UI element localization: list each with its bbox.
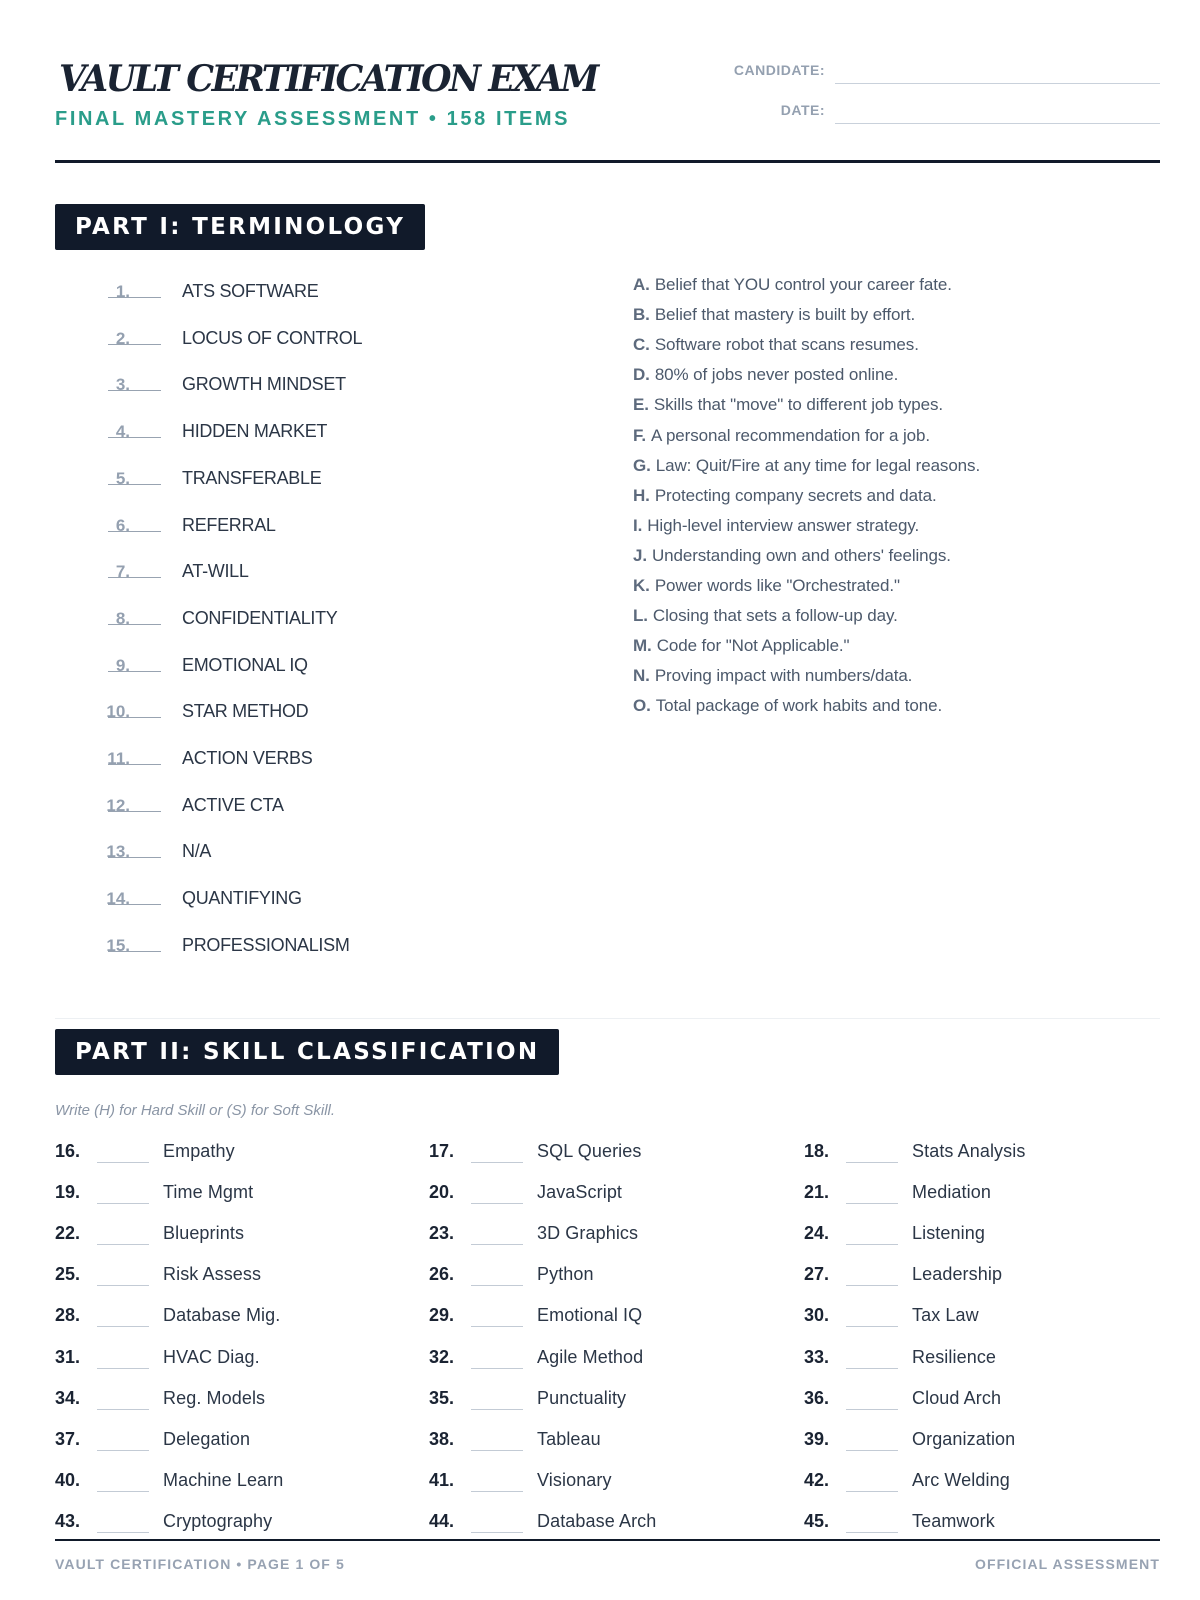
answer-blank[interactable] [108, 671, 161, 672]
term-label: GROWTH MINDSET [182, 374, 346, 395]
skill-answer-blank[interactable] [97, 1285, 149, 1286]
exam-title: VAULT CERTIFICATION EXAM [59, 58, 597, 100]
term-label: EMOTIONAL IQ [182, 654, 308, 675]
definition-text: Code for "Not Applicable." [656, 636, 850, 656]
term-label: ATS SOFTWARE [182, 281, 319, 301]
part2-banner: PART II: SKILL CLASSIFICATION [55, 1029, 559, 1075]
candidate-label: CANDIDATE: [733, 62, 825, 78]
skill-number: 26. [429, 1264, 455, 1285]
definition-item [633, 606, 898, 632]
term-row [55, 605, 575, 635]
term-number: 6. [115, 515, 130, 535]
skill-number: 25. [55, 1264, 81, 1285]
skill-item [55, 1219, 415, 1249]
term-number: 12. [106, 795, 130, 815]
term-row [55, 652, 575, 682]
definition-letter: F. [633, 425, 647, 445]
term-number: 15. [106, 935, 130, 955]
skill-answer-blank[interactable] [471, 1162, 523, 1163]
skill-label: Cloud Arch [912, 1387, 1002, 1408]
skill-item [429, 1178, 789, 1208]
term-label: CONFIDENTIALITY [182, 607, 338, 628]
skill-answer-blank[interactable] [846, 1244, 898, 1245]
skill-label: Machine Learn [163, 1469, 284, 1490]
answer-blank[interactable] [108, 951, 161, 952]
answer-blank[interactable] [108, 484, 161, 485]
skill-item [429, 1260, 789, 1290]
skill-item [55, 1466, 415, 1496]
skill-item [804, 1507, 1164, 1537]
term-label: ACTION VERBS [182, 748, 313, 768]
skill-item [804, 1260, 1164, 1290]
skill-number: 30. [804, 1305, 830, 1326]
answer-blank[interactable] [108, 297, 161, 298]
skill-item [55, 1260, 415, 1290]
skill-number: 42. [804, 1469, 830, 1490]
term-number: 2. [115, 328, 130, 348]
skill-item [429, 1219, 789, 1249]
definition-text: Skills that "move" to different job types. [653, 395, 944, 415]
skill-label: Blueprints [163, 1223, 245, 1244]
skill-label: Listening [912, 1223, 985, 1244]
term-row [55, 932, 575, 962]
skill-item [804, 1425, 1164, 1455]
skill-item [55, 1343, 415, 1373]
skill-item [804, 1137, 1164, 1167]
answer-blank[interactable] [108, 437, 161, 438]
section-divider [55, 1018, 1160, 1019]
term-row [55, 885, 575, 915]
term-label: N/A [182, 841, 212, 862]
term-row [55, 418, 575, 448]
term-row [55, 698, 575, 728]
skill-label: Tax Law [912, 1305, 979, 1326]
skill-label: Resilience [912, 1346, 997, 1367]
definition-letter: H. [633, 485, 650, 505]
term-label: STAR METHOD [182, 701, 309, 722]
skill-answer-blank[interactable] [97, 1450, 149, 1451]
header-divider [55, 160, 1160, 163]
date-label: DATE: [780, 102, 825, 118]
skill-number: 27. [804, 1264, 830, 1285]
definition-letter: E. [633, 395, 649, 415]
definition-item [633, 666, 912, 692]
definition-item [633, 546, 951, 572]
term-number: 3. [115, 375, 130, 395]
definition-letter: J. [633, 545, 647, 565]
definition-letter: N. [633, 666, 650, 686]
skill-label: JavaScript [537, 1182, 623, 1203]
skill-number: 31. [55, 1346, 81, 1367]
term-number: 4. [115, 422, 130, 442]
skill-item [429, 1466, 789, 1496]
skill-label: Organization [912, 1428, 1016, 1449]
skill-number: 44. [429, 1510, 455, 1531]
term-number: 7. [115, 562, 130, 582]
definition-item [633, 365, 898, 391]
skill-answer-blank[interactable] [471, 1203, 523, 1204]
skill-answer-blank[interactable] [471, 1244, 523, 1245]
term-label: QUANTIFYING [182, 888, 302, 909]
definition-text: Closing that sets a follow-up day. [652, 606, 898, 626]
exam-page [55, 0, 1160, 1600]
definition-text: Understanding own and others' feelings. [651, 545, 951, 565]
term-row [55, 558, 575, 588]
term-number: 8. [115, 608, 130, 628]
skill-number: 43. [55, 1510, 81, 1531]
skill-item [55, 1178, 415, 1208]
skill-number: 41. [429, 1469, 455, 1490]
definition-item [633, 305, 915, 331]
skill-item [55, 1425, 415, 1455]
skill-number: 17. [429, 1141, 455, 1161]
definition-letter: M. [633, 636, 652, 656]
definition-text: Law: Quit/Fire at any time for legal reasons. [655, 455, 981, 475]
term-label: REFERRAL [182, 514, 276, 535]
definition-text: Software robot that scans resumes. [654, 335, 919, 355]
skill-label: Database Arch [537, 1510, 657, 1531]
skill-answer-blank[interactable] [97, 1162, 149, 1163]
definition-item [633, 275, 952, 301]
term-label: HIDDEN MARKET [182, 421, 328, 442]
definition-item [633, 636, 850, 662]
skill-number: 28. [55, 1305, 81, 1326]
skill-label: Empathy [163, 1141, 235, 1161]
skill-answer-blank[interactable] [471, 1409, 523, 1410]
skill-number: 23. [429, 1223, 455, 1244]
answer-blank[interactable] [108, 904, 161, 905]
skill-answer-blank[interactable] [471, 1491, 523, 1492]
skill-answer-blank[interactable] [846, 1203, 898, 1204]
skill-item [429, 1507, 789, 1537]
skill-item [429, 1425, 789, 1455]
skill-answer-blank[interactable] [97, 1409, 149, 1410]
skill-item [804, 1343, 1164, 1373]
part1-banner: PART I: TERMINOLOGY [55, 204, 425, 250]
term-number: 10. [106, 702, 130, 722]
skill-item [429, 1137, 789, 1167]
skill-number: 45. [804, 1510, 830, 1531]
definition-letter: D. [633, 365, 650, 385]
skill-label: Delegation [163, 1428, 251, 1449]
skill-item [55, 1507, 415, 1537]
skill-number: 40. [55, 1469, 81, 1490]
skill-label: Database Mig. [163, 1305, 281, 1326]
skill-item [804, 1384, 1164, 1414]
skill-answer-blank[interactable] [471, 1285, 523, 1286]
definition-item [633, 335, 919, 361]
skill-answer-blank[interactable] [471, 1326, 523, 1327]
footer-label: OFFICIAL ASSESSMENT [974, 1556, 1160, 1572]
skill-item [804, 1301, 1164, 1331]
definition-item [633, 516, 919, 542]
part2-instruction: Write (H) for Hard Skill or (S) for Soft Skill. [55, 1102, 336, 1119]
skill-number: 24. [804, 1223, 830, 1244]
term-label: LOCUS OF CONTROL [182, 327, 363, 348]
skill-label: Arc Welding [912, 1469, 1010, 1490]
skill-label: Risk Assess [163, 1264, 262, 1285]
skill-item [429, 1384, 789, 1414]
skill-answer-blank[interactable] [846, 1532, 898, 1533]
term-number: 1. [115, 282, 130, 301]
skill-item [804, 1466, 1164, 1496]
definition-text: Total package of work habits and tone. [655, 696, 943, 716]
skill-label: SQL Queries [537, 1141, 642, 1161]
skill-label: Python [537, 1264, 594, 1285]
definition-letter: C. [633, 335, 650, 355]
skill-answer-blank[interactable] [97, 1203, 149, 1204]
term-row [55, 838, 575, 868]
definition-text: Power words like "Orchestrated." [654, 576, 900, 595]
definition-text: Belief that mastery is built by effort. [654, 305, 916, 325]
skill-answer-blank[interactable] [471, 1450, 523, 1451]
exam-subtitle: FINAL MASTERY ASSESSMENT • 158 ITEMS [55, 108, 571, 130]
answer-blank[interactable] [108, 764, 161, 765]
definition-letter: B. [633, 305, 650, 325]
definition-item [633, 576, 900, 602]
skill-number: 32. [429, 1346, 455, 1367]
definition-item [633, 426, 930, 452]
skill-number: 33. [804, 1346, 830, 1367]
skill-label: Mediation [912, 1182, 991, 1203]
skill-number: 34. [55, 1387, 81, 1408]
footer-page-info: VAULT CERTIFICATION • PAGE 1 OF 5 [55, 1556, 345, 1572]
date-field[interactable] [685, 98, 1160, 124]
answer-blank[interactable] [108, 857, 161, 858]
answer-blank[interactable] [108, 577, 161, 578]
term-row [55, 512, 575, 542]
term-row [55, 792, 575, 822]
skill-label: Stats Analysis [912, 1141, 1026, 1161]
term-row [55, 745, 575, 775]
skill-answer-blank[interactable] [846, 1409, 898, 1410]
term-row [55, 278, 575, 308]
skill-item [55, 1384, 415, 1414]
answer-blank[interactable] [108, 344, 161, 345]
definition-item [633, 395, 943, 421]
skill-answer-blank[interactable] [846, 1162, 898, 1163]
skill-number: 22. [55, 1223, 81, 1244]
skill-answer-blank[interactable] [846, 1491, 898, 1492]
answer-blank[interactable] [108, 717, 161, 718]
skill-number: 16. [55, 1141, 81, 1161]
skill-label: Visionary [537, 1469, 612, 1490]
skill-answer-blank[interactable] [846, 1368, 898, 1369]
skill-answer-blank[interactable] [97, 1326, 149, 1327]
candidate-field[interactable] [685, 58, 1160, 84]
skill-number: 35. [429, 1387, 455, 1408]
skill-answer-blank[interactable] [471, 1368, 523, 1369]
definition-item [633, 456, 980, 482]
term-label: ACTIVE CTA [182, 794, 284, 815]
skill-number: 19. [55, 1182, 81, 1203]
skill-label: Emotional IQ [537, 1305, 643, 1326]
definition-item [633, 696, 942, 722]
skill-number: 39. [804, 1428, 830, 1449]
skill-item [804, 1219, 1164, 1249]
term-row [55, 465, 575, 495]
candidate-line[interactable] [835, 83, 1160, 84]
skill-answer-blank[interactable] [846, 1450, 898, 1451]
skill-answer-blank[interactable] [471, 1532, 523, 1533]
skill-label: Cryptography [163, 1510, 273, 1531]
answer-blank[interactable] [108, 811, 161, 812]
definition-item [633, 486, 937, 512]
skill-label: Teamwork [912, 1510, 995, 1531]
definition-letter: K. [633, 576, 650, 595]
skill-label: Leadership [912, 1264, 1003, 1285]
answer-blank[interactable] [108, 390, 161, 391]
skill-answer-blank[interactable] [846, 1326, 898, 1327]
definition-text: 80% of jobs never posted online. [654, 365, 899, 385]
skill-number: 37. [55, 1428, 81, 1449]
term-number: 13. [106, 842, 130, 862]
skill-answer-blank[interactable] [97, 1368, 149, 1369]
skill-answer-blank[interactable] [97, 1491, 149, 1492]
term-label: AT-WILL [182, 561, 249, 582]
skill-label: Reg. Models [163, 1387, 266, 1408]
date-line[interactable] [835, 123, 1160, 124]
term-label: TRANSFERABLE [182, 467, 322, 488]
skill-number: 20. [429, 1182, 455, 1203]
definition-letter: O. [633, 696, 651, 716]
skill-answer-blank[interactable] [846, 1285, 898, 1286]
skill-answer-blank[interactable] [97, 1532, 149, 1533]
term-label: PROFESSIONALISM [182, 934, 350, 955]
term-number: 14. [106, 889, 130, 909]
definition-letter: L. [633, 606, 648, 626]
term-number: 9. [115, 655, 130, 675]
skill-label: 3D Graphics [537, 1223, 639, 1244]
skill-label: Punctuality [537, 1387, 627, 1408]
definition-text: High-level interview answer strategy. [647, 515, 920, 535]
skill-answer-blank[interactable] [97, 1244, 149, 1245]
definition-text: Belief that YOU control your career fate. [654, 275, 952, 294]
skill-item [55, 1301, 415, 1331]
skill-number: 29. [429, 1305, 455, 1326]
definition-letter: I. [633, 515, 643, 535]
term-number: 5. [115, 468, 130, 488]
definition-letter: A. [633, 275, 650, 294]
skill-number: 38. [429, 1428, 455, 1449]
skill-item [804, 1178, 1164, 1208]
skill-number: 18. [804, 1141, 830, 1161]
answer-blank[interactable] [108, 624, 161, 625]
skill-label: Time Mgmt [163, 1182, 254, 1203]
term-number: 11. [107, 749, 130, 768]
definition-letter: G. [633, 455, 651, 475]
skill-label: Agile Method [537, 1346, 644, 1367]
footer-divider [55, 1539, 1160, 1541]
definition-text: Protecting company secrets and data. [654, 485, 937, 505]
skill-label: HVAC Diag. [163, 1346, 260, 1367]
definition-text: Proving impact with numbers/data. [654, 666, 913, 686]
term-row [55, 371, 575, 401]
skill-item [55, 1137, 415, 1167]
skill-number: 21. [804, 1182, 830, 1203]
answer-blank[interactable] [108, 531, 161, 532]
definition-text: A personal recommendation for a job. [651, 425, 930, 445]
skill-item [429, 1301, 789, 1331]
skill-label: Tableau [537, 1428, 601, 1449]
skill-number: 36. [804, 1387, 830, 1408]
skill-item [429, 1343, 789, 1373]
term-row [55, 325, 575, 355]
